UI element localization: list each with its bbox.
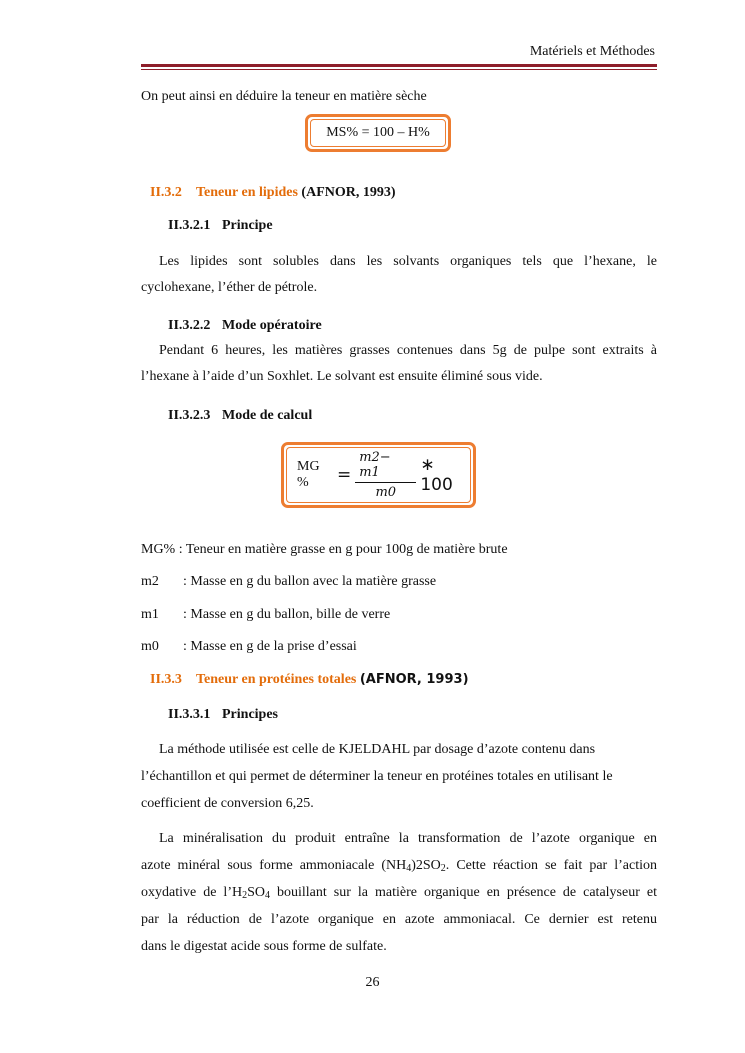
subsection-title: Mode opératoire bbox=[222, 318, 322, 333]
subsection-number: II.3.2.3 bbox=[168, 408, 211, 423]
definition-text: : Masse en g du ballon avec la matière grasse bbox=[183, 574, 437, 589]
intro-text: On peut ainsi en déduire la teneur en matière sèche bbox=[141, 89, 427, 104]
subsection-heading-principe bbox=[168, 218, 273, 234]
formula-multiplier: ∗ 100 bbox=[420, 455, 453, 495]
paragraph-line: Pendant 6 heures, les matières grasses contenues dans 5g de pulpe sont extraits à bbox=[159, 343, 657, 358]
formula-fraction bbox=[355, 450, 416, 500]
subsection-number: II.3.2.2 bbox=[168, 318, 211, 333]
subsection-heading-mode bbox=[168, 318, 322, 334]
paragraph-line: dans le digestat acide sous forme de sulfate. bbox=[141, 939, 387, 954]
paragraph-line: Les lipides sont solubles dans les solvants organiques tels que l’hexane, le bbox=[159, 254, 657, 269]
subsection-title: Mode de calcul bbox=[222, 408, 313, 423]
paragraph-line: l’échantillon et qui permet de déterminer la teneur en protéines totales en utilisant le bbox=[141, 769, 613, 784]
text-run: . Cette réaction se fait par l’action bbox=[445, 858, 657, 873]
definition-symbol: MG% bbox=[141, 542, 176, 557]
formula-mg-label: MG % bbox=[297, 459, 320, 490]
paragraph-line: cyclohexane, l’éther de pétrole. bbox=[141, 280, 318, 295]
formula-numerator: m2− m1 bbox=[359, 450, 391, 480]
definition-row bbox=[141, 607, 390, 623]
paragraph-line: par la réduction de l’azote organique en azote ammoniacal. Ce dernier est retenu bbox=[141, 912, 657, 927]
section-heading-lipides bbox=[150, 185, 396, 201]
paragraph-line bbox=[141, 852, 657, 879]
section-title: Teneur en lipides bbox=[196, 185, 298, 200]
section-number: II.3.3 bbox=[150, 672, 182, 687]
formula-mg-box bbox=[281, 442, 476, 508]
subsection-heading-principes bbox=[168, 707, 278, 723]
text-run: oxydative de l’H bbox=[141, 885, 243, 900]
paragraph-principes-1 bbox=[141, 736, 657, 817]
fraction-bar bbox=[355, 482, 416, 483]
definition-symbol: m2 bbox=[141, 574, 159, 589]
text-run: azote minéral sous forme ammoniacale (NH bbox=[141, 858, 407, 873]
section-title: Teneur en protéines totales bbox=[196, 672, 357, 687]
paragraph-mode bbox=[141, 338, 657, 390]
subscript: 2 bbox=[242, 890, 248, 901]
definition-symbol: m1 bbox=[141, 607, 159, 622]
formula-denominator: m0 bbox=[375, 485, 397, 500]
paragraph-line: La minéralisation du produit entraîne la transformation de l’azote organique en bbox=[159, 831, 657, 846]
text-run: )2SO bbox=[411, 858, 441, 873]
formula-ms: MS% = 100 – H% bbox=[326, 125, 430, 140]
subscript: 4 bbox=[265, 890, 270, 901]
paragraph-line: l’hexane à l’aide d’un Soxhlet. Le solvant est ensuite éliminé sous vide. bbox=[141, 369, 543, 384]
paragraph-principes-2 bbox=[141, 825, 657, 960]
subsection-number: II.3.3.1 bbox=[168, 707, 211, 722]
definition-row bbox=[141, 542, 508, 558]
definition-text: : Teneur en matière grasse en g pour 100g de matière brute bbox=[178, 542, 508, 557]
formula-equals: = bbox=[336, 465, 352, 485]
page-number: 26 bbox=[365, 975, 380, 990]
definition-text: : Masse en g du ballon, bille de verre bbox=[183, 607, 391, 622]
section-heading-proteines bbox=[150, 672, 469, 688]
definition-symbol: m0 bbox=[141, 639, 159, 654]
paragraph-line bbox=[141, 879, 657, 906]
subsection-heading-calcul bbox=[168, 408, 312, 424]
paragraph-line: La méthode utilisée est celle de KJELDAHL par dosage d’azote contenu dans bbox=[159, 742, 596, 757]
section-ref: (AFNOR, 1993) bbox=[301, 185, 396, 200]
section-number: II.3.2 bbox=[150, 185, 182, 200]
running-header: Matériels et Méthodes bbox=[529, 44, 655, 59]
paragraph-principe bbox=[141, 249, 657, 301]
section-ref: (AFNOR, 1993) bbox=[359, 672, 469, 687]
header-rule-thick bbox=[141, 64, 657, 67]
text-run: SO bbox=[247, 885, 265, 900]
subscript: 2 bbox=[440, 863, 446, 874]
header-rule-thin bbox=[141, 69, 657, 70]
subsection-title: Principes bbox=[222, 707, 278, 722]
definition-text: : Masse en g de la prise d’essai bbox=[183, 639, 357, 654]
text-run: bouillant sur la matière organique en présence de catalyseur et bbox=[270, 885, 657, 900]
subscript: 4 bbox=[406, 863, 412, 874]
definition-row bbox=[141, 574, 436, 590]
subsection-number: II.3.2.1 bbox=[168, 218, 211, 233]
formula-ms-box bbox=[305, 114, 451, 152]
paragraph-line: coefficient de conversion 6,25. bbox=[141, 796, 314, 811]
definition-row bbox=[141, 639, 357, 655]
subsection-title: Principe bbox=[222, 218, 273, 233]
